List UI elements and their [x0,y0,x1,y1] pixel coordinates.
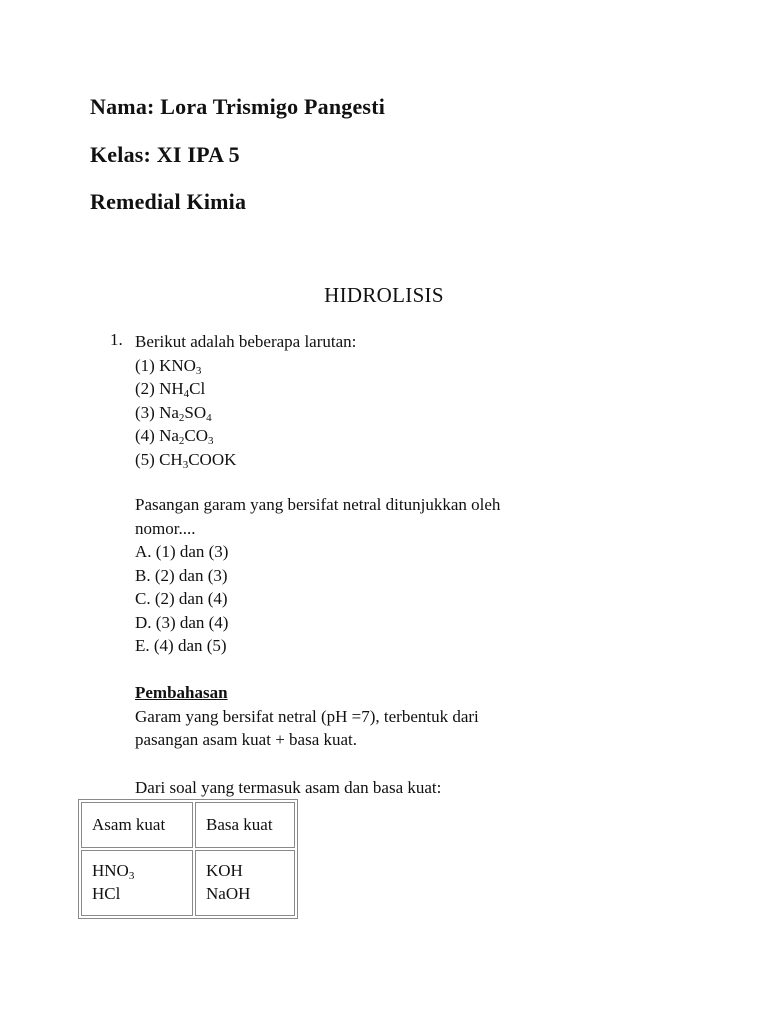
document-title: HIDROLISIS [324,283,444,307]
student-name: Nama: Lora Trismigo Pangesti [90,94,386,119]
question-prompt: Pasangan garam yang bersifat netral ditunjukkan oleh [135,495,501,514]
base-item: KOH [206,861,243,880]
base-item: NaOH [206,884,251,903]
table-header-cell: Asam kuat [81,802,193,848]
question-prompt: nomor.... [135,518,196,538]
table-cell-acids [81,850,193,916]
solution-item: (1) $KNO_3$ [135,355,202,377]
answer-option: B. (2) dan (3) [135,565,228,585]
question-stem: Berikut adalah beberapa larutan: [135,332,357,351]
solution-item: (4) $Na_2CO_3$ [135,426,214,447]
answer-option: E. (4) dan (5) [135,636,227,655]
discussion-text: pasangan asam kuat + basa kuat. [135,730,358,749]
table-header-row [81,802,295,848]
discussion-heading: Pembahasan [135,683,228,702]
acid-base-table [78,799,298,919]
table-row [81,850,295,916]
question-prompt-block [135,493,500,658]
acid-item: $HNO_3$ [92,861,135,882]
solution-item: (5) $CH_3COOK$ [135,449,237,471]
table-cell-bases [195,850,295,916]
table-header-cell: Basa kuat [195,802,295,848]
solution-item: (2) $NH_4Cl$ [135,379,206,400]
subject-title: Remedial Kimia [90,189,247,214]
question-number: 1. [110,330,123,349]
acid-item: HCl [92,884,121,903]
answer-option: D. (3) dan (4) [135,612,229,632]
discussion-text: Garam yang bersifat netral (pH =7), terbentuk dari [135,706,479,726]
question-block [135,330,356,471]
solution-item: (3) $Na_2SO_4$ [135,402,212,424]
answer-option: A. (1) dan (3) [135,542,229,561]
answer-option: C. (2) dan (4) [135,589,228,608]
discussion-block [135,681,479,752]
student-class: Kelas: XI IPA 5 [90,142,240,167]
table-intro: Dari soal yang termasuk asam dan basa kuat: [135,778,442,797]
